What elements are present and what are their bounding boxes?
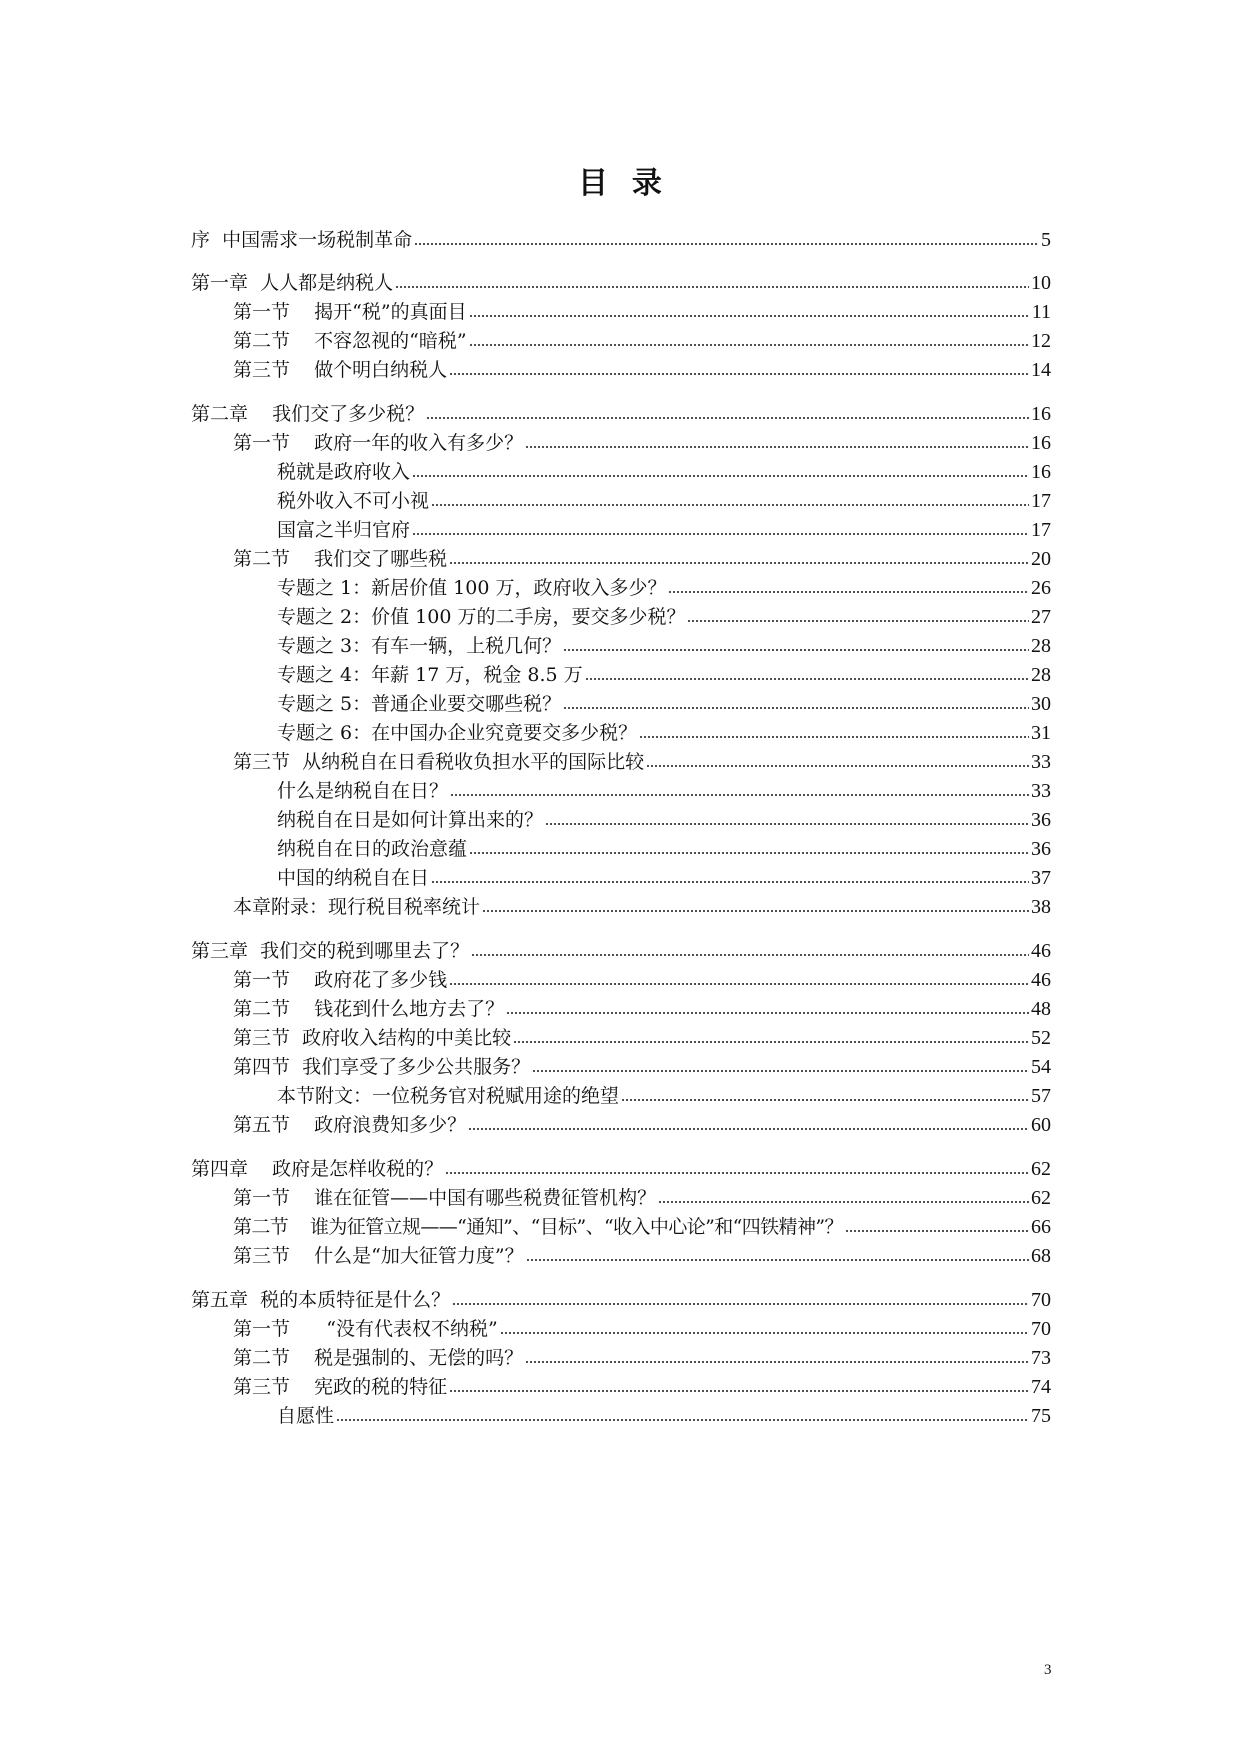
toc-entry-label: 第二节 不容忽视的“暗税” <box>233 330 467 352</box>
dot-leader <box>668 590 1029 595</box>
toc-entry[interactable] <box>233 1313 1051 1341</box>
toc-entry[interactable] <box>233 296 1051 324</box>
toc-entry-page: 75 <box>1031 1405 1051 1427</box>
toc-entry-page: 27 <box>1031 606 1051 628</box>
toc-entry[interactable] <box>277 1080 1051 1108</box>
toc-entry-label: 第二节 钱花到什么地方去了？ <box>233 998 505 1020</box>
toc-entry-label: 第三节 政府收入结构的中美比较 <box>233 1027 512 1049</box>
dot-leader <box>469 314 1030 319</box>
toc-entry-label: 第一节 谁在征管——中国有哪些税费征管机构？ <box>233 1187 657 1209</box>
toc-entry-label: 纳税自在日是如何计算出来的？ <box>277 809 544 831</box>
toc-entry-label: 第一章 人人都是纳税人 <box>191 272 394 294</box>
page-number: 3 <box>1044 1662 1052 1678</box>
toc-entry[interactable] <box>277 485 1051 513</box>
toc-entry-page: 16 <box>1031 461 1051 483</box>
dot-leader <box>500 1331 1029 1336</box>
dot-leader <box>412 532 1029 537</box>
toc-entry[interactable] <box>233 993 1051 1021</box>
dot-leader <box>445 1171 1029 1176</box>
dot-leader <box>431 880 1029 885</box>
toc-entry-page: 74 <box>1031 1376 1051 1398</box>
toc-entry-page: 5 <box>1041 229 1051 251</box>
dot-leader <box>414 242 1039 247</box>
toc-entry-label: 自愿性 <box>277 1405 335 1427</box>
toc-entry-label: 第三节 做个明白纳税人 <box>233 359 448 381</box>
toc-entry[interactable] <box>233 1022 1051 1050</box>
toc-entry[interactable] <box>277 804 1051 832</box>
toc-entry-page: 37 <box>1031 867 1051 889</box>
toc-entry-label: 中国的纳税自在日 <box>277 867 430 889</box>
dot-leader <box>526 1258 1029 1263</box>
toc-entry-label: 专题之 4：年薪 17 万，税金 8.5 万 <box>277 664 583 686</box>
dot-leader <box>563 706 1029 711</box>
toc-entry-page: 17 <box>1031 490 1051 512</box>
toc-entry-label: 第二节 我们交了哪些税 <box>233 548 448 570</box>
toc-entry-label: 税就是政府收入 <box>277 461 411 483</box>
toc-entry-page: 16 <box>1031 403 1051 425</box>
toc-entry-label: 国富之半归官府 <box>277 519 411 541</box>
dot-leader <box>621 1098 1029 1103</box>
toc-entry-label: 本节附文：一位税务官对税赋用途的绝望 <box>277 1085 620 1107</box>
dot-leader <box>449 561 1029 566</box>
toc-entry[interactable] <box>191 224 1051 252</box>
toc-entry-label: 第三节 从纳税自在日看税收负担水平的国际比较 <box>233 751 645 773</box>
toc-entry-page: 48 <box>1031 998 1051 1020</box>
toc-entry[interactable] <box>277 572 1051 600</box>
toc-entry[interactable] <box>277 775 1051 803</box>
dot-leader <box>525 1360 1029 1365</box>
toc-entry-label: 第二节 谁为征管立规——“通知”、“目标”、“收入中心论”和“四铁精神”？ <box>233 1216 843 1238</box>
toc-entry-label: 第四节 我们享受了多少公共服务？ <box>233 1056 531 1078</box>
toc-entry-label: 第一节 “没有代表权不纳税” <box>233 1318 498 1340</box>
dot-leader <box>469 851 1029 856</box>
toc-entry-label: 税外收入不可小视 <box>277 490 430 512</box>
toc-entry[interactable] <box>233 427 1051 455</box>
toc-entry-page: 31 <box>1031 722 1051 744</box>
dot-leader <box>412 474 1029 479</box>
toc-entry-label: 第一节 揭开“税”的真面目 <box>233 301 467 323</box>
dot-leader <box>471 953 1029 958</box>
dot-leader <box>449 372 1029 377</box>
toc-entry[interactable] <box>233 1342 1051 1370</box>
toc-entry-label: 第四章 政府是怎样收税的？ <box>191 1158 444 1180</box>
toc-entry-page: 46 <box>1031 969 1051 991</box>
toc-entry-page: 73 <box>1031 1347 1051 1369</box>
toc-entry-label: 专题之 3：有车一辆，上税几何？ <box>277 635 562 657</box>
toc-entry[interactable] <box>191 267 1051 295</box>
toc-entry-page: 54 <box>1031 1056 1051 1078</box>
toc-entry[interactable] <box>191 1153 1051 1181</box>
toc-entry-label: 本章附录：现行税目税率统计 <box>233 896 481 918</box>
toc-entry[interactable] <box>191 1284 1051 1312</box>
dot-leader <box>468 1127 1029 1132</box>
dot-leader <box>426 416 1029 421</box>
toc-entry-page: 20 <box>1031 548 1051 570</box>
toc-entry-label: 第二章 我们交了多少税？ <box>191 403 425 425</box>
dot-leader <box>585 677 1029 682</box>
toc-entry-page: 62 <box>1031 1187 1051 1209</box>
toc-entry-page: 16 <box>1031 432 1051 454</box>
toc-entry-page: 28 <box>1031 664 1051 686</box>
dot-leader <box>845 1229 1029 1234</box>
toc-entry-label: 第五节 政府浪费知多少？ <box>233 1114 467 1136</box>
toc-entry-page: 68 <box>1031 1245 1051 1267</box>
toc-entry-label: 第三章 我们交的税到哪里去了？ <box>191 940 470 962</box>
dot-leader <box>449 982 1029 987</box>
toc-entry-page: 36 <box>1031 838 1051 860</box>
toc-entry[interactable] <box>233 891 1051 919</box>
toc-entry-page: 57 <box>1031 1085 1051 1107</box>
toc-entry-label: 第三节 宪政的税的特征 <box>233 1376 448 1398</box>
toc-entry[interactable] <box>277 833 1051 861</box>
toc-entry-page: 62 <box>1031 1158 1051 1180</box>
toc-entry[interactable] <box>233 964 1051 992</box>
toc-entry[interactable] <box>233 1371 1051 1399</box>
toc-entry-page: 70 <box>1031 1318 1051 1340</box>
dot-leader <box>482 909 1029 914</box>
dot-leader <box>431 503 1029 508</box>
toc-title: 目 录 <box>578 166 663 201</box>
toc-entry-page: 12 <box>1031 330 1051 352</box>
toc-entry[interactable] <box>277 456 1051 484</box>
toc-entry[interactable] <box>191 935 1051 963</box>
dot-leader <box>506 1011 1029 1016</box>
dot-leader <box>395 285 1029 290</box>
toc-entry[interactable] <box>233 1051 1051 1079</box>
toc-entry[interactable] <box>277 514 1051 542</box>
toc-entry-page: 11 <box>1031 301 1051 323</box>
toc-entry-page: 38 <box>1031 896 1051 918</box>
toc-entry-page: 36 <box>1031 809 1051 831</box>
toc-entry[interactable] <box>277 688 1051 716</box>
toc-entry-page: 60 <box>1031 1114 1051 1136</box>
toc-entry-label: 专题之 6：在中国办企业究竟要交多少税？ <box>277 722 638 744</box>
toc-entry[interactable] <box>233 1109 1051 1137</box>
toc-entry-label: 第一节 政府花了多少钱 <box>233 969 448 991</box>
toc-entry-label: 第一节 政府一年的收入有多少？ <box>233 432 524 454</box>
toc-entry-label: 第三节 什么是“加大征管力度”？ <box>233 1245 524 1267</box>
toc-entry[interactable] <box>277 862 1051 890</box>
dot-leader <box>449 1389 1029 1394</box>
dot-leader <box>545 822 1029 827</box>
dot-leader <box>336 1418 1029 1423</box>
toc-entry-label: 第二节 税是强制的、无偿的吗？ <box>233 1347 524 1369</box>
toc-entry-label: 专题之 1：新居价值 100 万，政府收入多少？ <box>277 577 667 599</box>
dot-leader <box>646 764 1029 769</box>
dot-leader <box>452 1302 1029 1307</box>
toc-entry-page: 33 <box>1031 780 1051 802</box>
dot-leader <box>658 1200 1029 1205</box>
toc-entry-page: 17 <box>1031 519 1051 541</box>
toc-entry-page: 26 <box>1031 577 1051 599</box>
toc-entry-page: 70 <box>1031 1289 1051 1311</box>
dot-leader <box>687 619 1029 624</box>
toc-entry[interactable] <box>277 601 1051 629</box>
toc-entry-page: 14 <box>1031 359 1051 381</box>
toc-entry-label: 纳税自在日的政治意蕴 <box>277 838 468 860</box>
toc-entry[interactable] <box>233 1211 1051 1239</box>
dot-leader <box>513 1040 1029 1045</box>
toc-entry-label: 第五章 税的本质特征是什么？ <box>191 1289 451 1311</box>
dot-leader <box>532 1069 1029 1074</box>
toc-entry-page: 33 <box>1031 751 1051 773</box>
toc-entry-page: 52 <box>1031 1027 1051 1049</box>
toc-entry-label: 专题之 2：价值 100 万的二手房，要交多少税？ <box>277 606 686 628</box>
dot-leader <box>639 735 1029 740</box>
toc-entry[interactable] <box>233 1182 1051 1210</box>
dot-leader <box>563 648 1029 653</box>
toc-entry[interactable] <box>233 543 1051 571</box>
toc-entry[interactable] <box>191 398 1051 426</box>
toc-entry-page: 46 <box>1031 940 1051 962</box>
toc-entry[interactable] <box>277 630 1051 658</box>
dot-leader <box>525 445 1029 450</box>
toc-entry[interactable] <box>277 1400 1051 1428</box>
toc-entry[interactable] <box>277 717 1051 745</box>
toc-entry-page: 10 <box>1031 272 1051 294</box>
toc-entry-page: 66 <box>1031 1216 1051 1238</box>
toc-entry-label: 序 中国需求一场税制革命 <box>191 229 413 251</box>
toc-entry[interactable] <box>233 746 1051 774</box>
toc-entry-label: 什么是纳税自在日？ <box>277 780 449 802</box>
toc-entry[interactable] <box>233 354 1051 382</box>
toc-entry[interactable] <box>233 325 1051 353</box>
toc-entry-label: 专题之 5：普通企业要交哪些税？ <box>277 693 562 715</box>
toc-entry-page: 30 <box>1031 693 1051 715</box>
toc-entry[interactable] <box>233 1240 1051 1268</box>
toc-entry[interactable] <box>277 659 1051 687</box>
dot-leader <box>450 793 1029 798</box>
toc-entry-page: 28 <box>1031 635 1051 657</box>
dot-leader <box>469 343 1029 348</box>
